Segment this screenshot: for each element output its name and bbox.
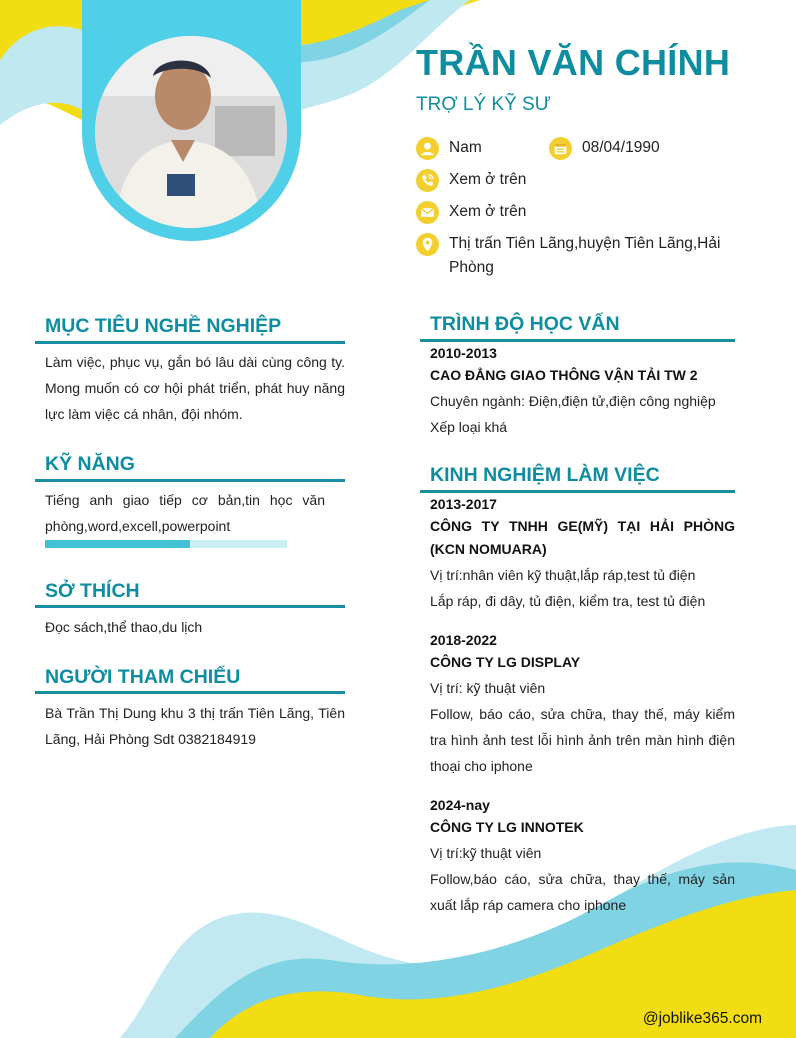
objective-text: Làm việc, phục vụ, gắn bó lâu dài cùng công ty. Mong muốn có cơ hội phát triển, phát huy năng lực làm việc cá nhân, đội nhóm. xyxy=(45,354,345,422)
location-pin-icon xyxy=(416,233,439,256)
objective-divider xyxy=(35,341,345,344)
education-school: CAO ĐẲNG GIAO THÔNG VẬN TẢI TW 2 xyxy=(430,367,698,383)
site-watermark: @joblike365.com xyxy=(642,1010,762,1027)
references-text: Bà Trần Thị Dung khu 3 thị trấn Tiên Lãng, Tiên Lãng, Hải Phòng Sdt 0382184919 xyxy=(45,705,345,747)
address-row xyxy=(416,233,720,280)
birthdate-row xyxy=(549,137,660,160)
job-company: CÔNG TY LG INNOTEK xyxy=(430,819,584,835)
education-major: Chuyên ngành: Điện,điện tử,điện công nghiệp xyxy=(430,393,716,409)
skills-title: KỸ NĂNG xyxy=(45,453,135,475)
job-company: CÔNG TY LG DISPLAY xyxy=(430,654,581,670)
address-value: Thị trấn Tiên Lãng,huyện Tiên Lãng,Hải Phòng xyxy=(449,235,721,276)
skills-text: Tiếng anh giao tiếp cơ bản,tin học văn phòng,word,excell,powerpoint xyxy=(45,492,325,534)
skills-divider xyxy=(35,479,345,482)
references-title: NGƯỜI THAM CHIẾU xyxy=(45,666,241,688)
envelope-icon xyxy=(416,201,439,224)
education-rank: Xếp loại khá xyxy=(430,419,508,435)
email-row xyxy=(416,201,526,224)
experience-divider xyxy=(420,490,735,493)
email-value: Xem ở trên xyxy=(449,203,527,220)
education-period: 2010-2013 xyxy=(430,345,497,361)
job-position: Vị trí:kỹ thuật viên xyxy=(430,845,542,861)
calendar-icon xyxy=(549,137,572,160)
birthdate-value: 08/04/1990 xyxy=(582,139,660,156)
hobbies-text: Đọc sách,thể thao,du lịch xyxy=(45,619,203,635)
job-period: 2018-2022 xyxy=(430,632,497,648)
references-divider xyxy=(35,691,345,694)
education-title: TRÌNH ĐỘ HỌC VẤN xyxy=(430,313,620,335)
job-position: Vị trí: kỹ thuật viên xyxy=(430,680,546,696)
profile-photo xyxy=(95,36,287,228)
phone-value: Xem ở trên xyxy=(449,171,527,188)
hobbies-divider xyxy=(35,605,345,608)
candidate-name: TRẦN VĂN CHÍNH xyxy=(416,42,731,83)
gender-row xyxy=(416,137,482,160)
objective-title: MỤC TIÊU NGHỀ NGHIỆP xyxy=(45,315,282,337)
job-period: 2013-2017 xyxy=(430,496,497,512)
education-divider xyxy=(420,339,735,342)
hobbies-title: SỞ THÍCH xyxy=(45,580,140,602)
skill-bar-fill xyxy=(45,540,190,548)
gender-value: Nam xyxy=(449,139,482,156)
job-title: TRỢ LÝ KỸ SƯ xyxy=(416,94,551,115)
job-period: 2024-nay xyxy=(430,797,490,813)
phone-row xyxy=(416,169,526,192)
experience-title: KINH NGHIỆM LÀM VIỆC xyxy=(430,464,660,486)
job-description: Follow, báo cáo, sửa chữa, thay thế, máy kiểm tra hình ảnh test lỗi hình ảnh trên màn hình điện thoại cho iphone xyxy=(430,706,735,774)
job-position: Vị trí:nhân viên kỹ thuật,lắp ráp,test tủ điện xyxy=(430,567,696,583)
job-company: CÔNG TY TNHH GE(MỸ) TẠI HẢI PHÒNG (KCN NOMUARA) xyxy=(430,518,735,557)
job-description: Follow,báo cáo, sửa chữa, thay thế, máy sản xuất lắp ráp camera cho iphone xyxy=(430,871,735,913)
job-description: Lắp ráp, đi dây, tủ điện, kiểm tra, test tủ điện xyxy=(430,593,706,609)
user-icon xyxy=(416,137,439,160)
phone-icon xyxy=(416,169,439,192)
